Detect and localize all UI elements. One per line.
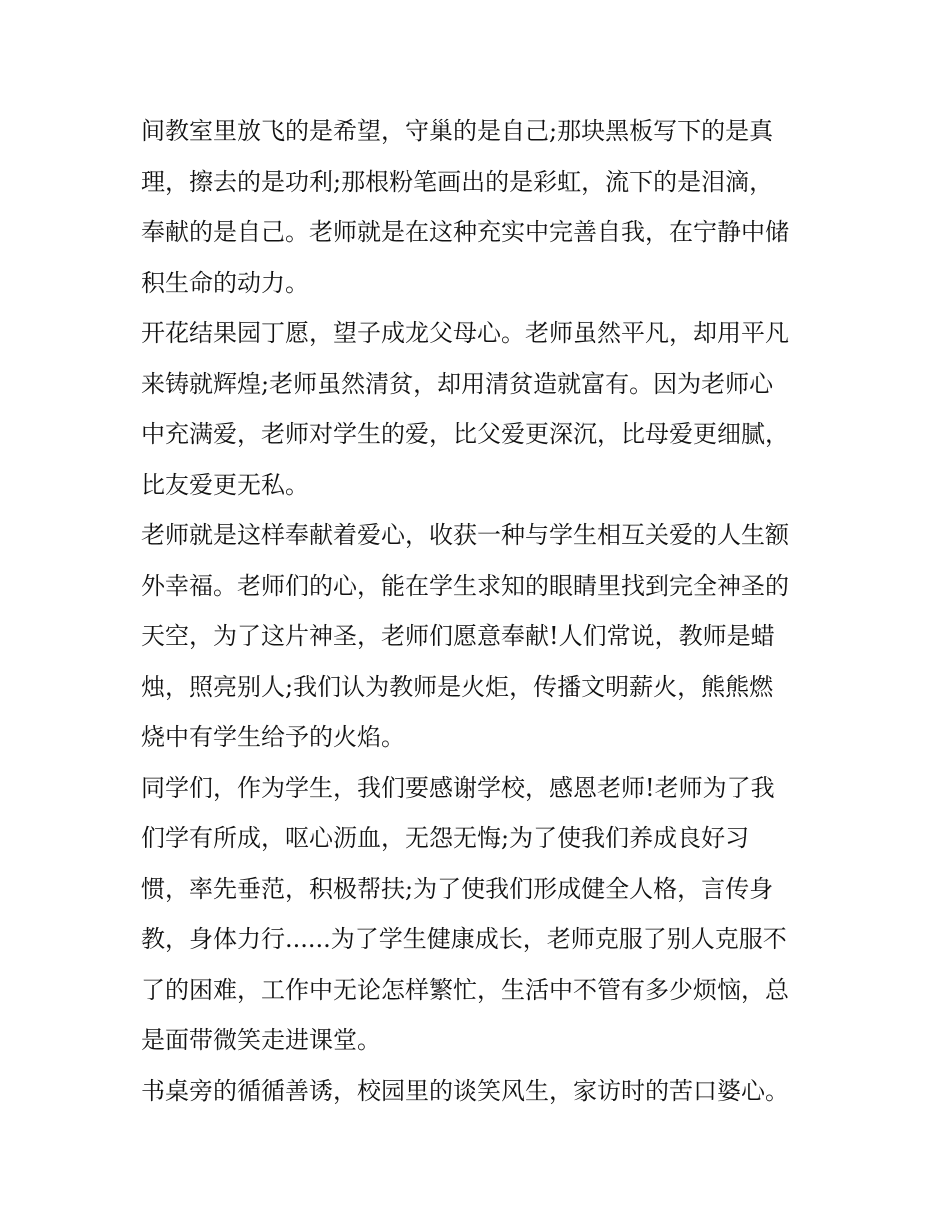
text-line: 理，擦去的是功利;那根粉笔画出的是彩虹，流下的是泪滴， [141,167,774,196]
text-line: 老师就是这样奉献着爱心，收获一种与学生相互关爱的人生额 [141,521,789,549]
text-line: 烛，照亮别人;我们认为教师是火炬，传播文明薪火，熊熊燃 [141,672,774,701]
text-line: 开花结果园丁愿，望子成龙父母心。老师虽然平凡，却用平凡 [141,319,789,347]
text-line: 惯，率先垂范，积极帮扶;为了使我们形成健全人格，言传身 [141,874,774,903]
text-line: 比友爱更无私。 [141,470,309,499]
text-line: 奉献的是自己。老师就是在这种充实中完善自我，在宁静中储 [141,218,789,246]
text-line: 们学有所成，呕心沥血，无怨无悔;为了使我们养成良好习 [141,824,750,852]
text-line: 是面带微笑走进课堂。 [141,1026,381,1054]
text-line: 来铸就辉煌;老师虽然清贫，却用清贫造就富有。因为老师心 [141,369,774,398]
text-line: 间教室里放飞的是希望，守巢的是自己;那块黑板写下的是真 [141,117,774,145]
text-line: 积生命的动力。 [141,268,309,297]
body-text [141,106,821,1116]
text-line: 外幸福。老师们的心，能在学生求知的眼睛里找到完全神圣的 [141,571,789,600]
text-line: 了的困难，工作中无论怎样繁忙，生活中不管有多少烦恼，总 [141,975,789,1004]
text-line: 天空，为了这片神圣，老师们愿意奉献!人们常说，教师是蜡 [141,622,775,650]
text-line: 书桌旁的循循善诱，校园里的谈笑风生，家访时的苦口婆心。 [141,1076,789,1105]
text-line: 中充满爱，老师对学生的爱，比父爱更深沉，比母爱更细腻， [141,420,789,448]
text-line: 烧中有学生给予的火焰。 [141,723,405,751]
text-line: 教，身体力行......为了学生健康成长，老师克服了别人克服不 [141,925,787,953]
text-line: 同学们，作为学生，我们要感谢学校，感恩老师!老师为了我 [141,773,775,802]
